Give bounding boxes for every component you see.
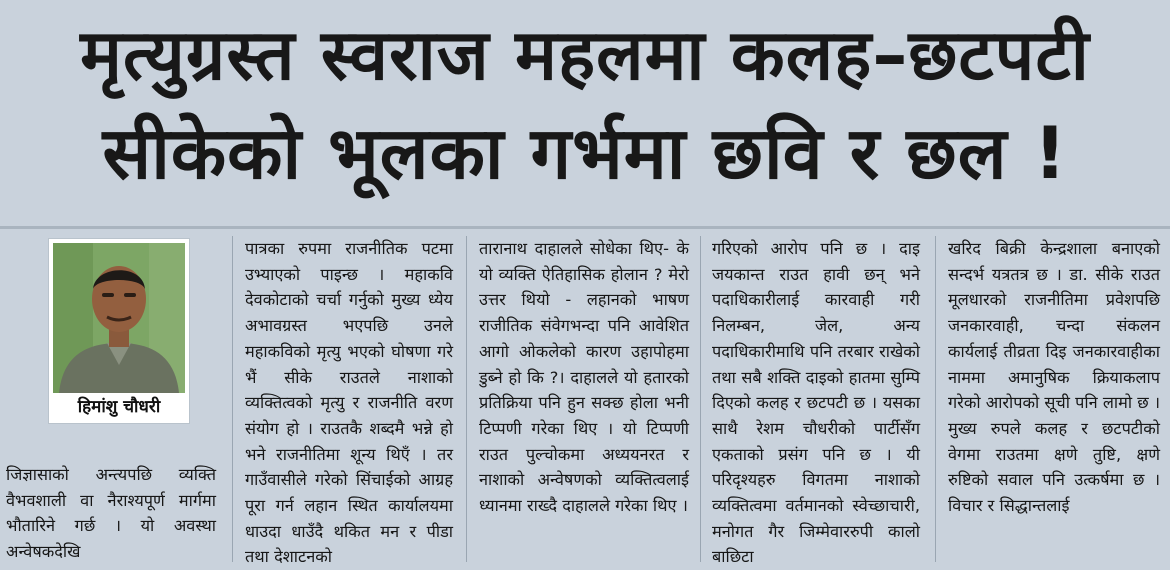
article-column-1 — [6, 462, 216, 565]
headline-divider — [0, 226, 1170, 229]
column-2-text: पात्रका रुपमा राजनीतिक पटमा उभ्याएको पाइन्छ । महाकवि देवकोटाको चर्चा गर्नुको मुख्य ध्येय अभावग्रस्त भएपछि उनले महाकविको मृत्यु भएको घोषणा गरे भैं सीके राउतले नाशाको व्यक्तित्वको मृत्यु र राजनीति वरण संयोग हो । राउतकै शब्दमै भन्ने हो भने राजनीतिमा शून्य थिएँ । तर गाउँवासीले गरेको सिंचाईको आग्रह पूरा गर्न लहान स्थित कार्यालयमा धाउदा धाउँदै थकित मन र पीडा तथा देशाटनको — [245, 239, 453, 567]
headline-line-1: मृत्युग्रस्त स्वराज महलमा कलह–छटपटी — [80, 14, 1090, 96]
author-photo — [53, 243, 185, 393]
article-column-4 — [712, 236, 920, 570]
article-column-5 — [948, 236, 1160, 519]
headline-line-2: सीकेको भूलका गर्भमा छवि र छल ! — [102, 111, 1068, 195]
column-1-text: जिज्ञासाको अन्त्यपछि व्यक्ति वैभवशाली वा नैराश्यपूर्ण मार्गमा भौतारिने गर्छ । यो अवस्था अन्वेषकदेखि — [6, 465, 216, 562]
article-column-3 — [479, 236, 689, 519]
author-portrait-image — [53, 243, 185, 393]
article-column-2 — [245, 236, 453, 570]
column-3-text: तारानाथ दाहालले सोधेका थिए- के यो व्यक्ति ऐतिहासिक होलान ? मेरो उत्तर थियो - लहानको भाषण राजीतिक संवेगभन्दा पनि आवेशित आगो ओकलेको कारण उहापोहमा डुब्ने हो कि ?। दाहालले यो हतारको प्रतिक्रिया पनि हुन सक्छ होला भनी टिप्पणी गरेका थिए । यो टिप्पणी राउत पुल्चोकमा अध्ययनरत र नाशाको अन्वेषणको व्यक्तित्वलाई ध्यानमा राख्दै दाहालले गरेका थिए । — [479, 239, 689, 516]
column-divider — [232, 236, 233, 562]
author-name: हिमांशु चौधरी — [77, 397, 161, 417]
column-divider — [935, 236, 936, 562]
column-divider — [466, 236, 467, 562]
author-photo-box — [48, 238, 190, 424]
column-4-text: गरिएको आरोप पनि छ । दाइ जयकान्त राउत हावी छन् भने पदाधिकारीलाई कारवाही गरी निलम्बन, जेल, अन्य पदाधिकारीमाथि पनि तरबार राखेको तथा सबै शक्ति दाइको हातमा सुम्पि दिएको कलह र छटपटी छ । यसका साथै रेशम चौधरीको पार्टीसँग एकताको प्रसंग पनि छ । यी परिदृश्यहरु विगतमा नाशाको व्यक्तित्वमा वर्तमानको स्वेच्छाचारी, मनोगत गैर जिम्मेवाररुपी कालो बाछिटा — [712, 239, 920, 567]
column-5-text: खरिद बिक्री केन्द्रशाला बनाएको सन्दर्भ यत्रतत्र छ । डा. सीके राउत मूलधारको राजनीतिमा प्रवेशपछि जनकारवाही, चन्दा संकलन कार्यलाई तीव्रता दिइ जनकारवाहीका नाममा अमानुषिक क्रियाकलाप गरेको आरोपको सूची पनि लामो छ । मुख्य रुपले कलह र छटपटीको वेगमा राउतमा क्षणे तुष्टि, क्षणे रुष्टिको सवाल पनि उत्कर्षमा छ । विचार र सिद्धान्तलाई — [948, 239, 1160, 516]
column-divider — [700, 236, 701, 562]
